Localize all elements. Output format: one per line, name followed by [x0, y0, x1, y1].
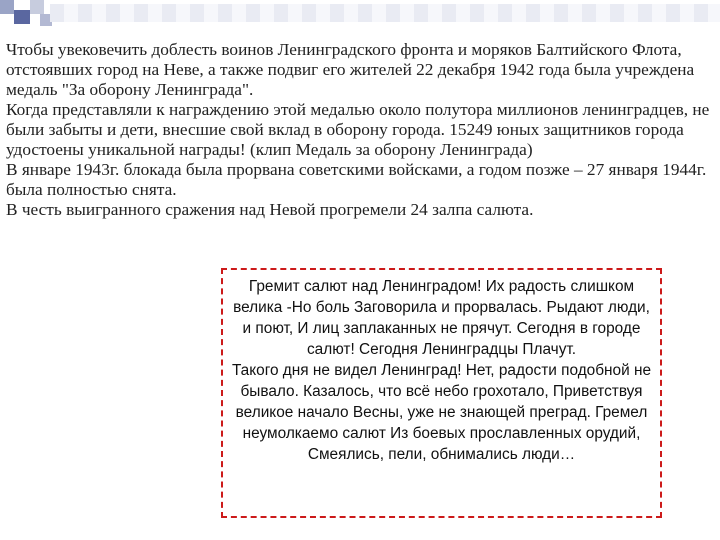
- decor-square: [0, 0, 14, 14]
- slide-header-decoration: [0, 0, 720, 30]
- decor-square: [30, 0, 44, 14]
- poem-stanza-1: Гремит салют над Ленинградом! Их радость слишком велика -Но боль Заговорила и прорвалась. Рыдают люди, и поют, И лиц заплаканных не прячут. Сегодня в городе салют! Сегодня Ленинградцы Плачут.: [233, 278, 650, 358]
- decor-bar: [50, 4, 720, 22]
- paragraph-blockade: В январе 1943г. блокада была прорвана советскими войсками, а годом позже – 27 января 1944г. была полностью снята.: [6, 160, 707, 199]
- paragraph-salute: В честь выигранного сражения над Невой прогремели 24 залпа салюта.: [6, 200, 534, 219]
- main-text: [6, 40, 714, 220]
- decor-square: [14, 10, 30, 24]
- paragraph-medal: Чтобы увековечить доблесть воинов Ленинградского фронта и моряков Балтийского Флота, отстоявших город на Неве, а также подвиг его жителей 22 декабря 1942 года была учреждена медаль "За оборону Ленинграда".: [6, 40, 695, 99]
- poem-stanza-2: Такого дня не видел Ленинград! Нет, радости подобной не бывало. Казалось, что всё небо грохотало, Приветствуя великое начало Весны, уже не знающей преград. Гремел неумолкаемо салют Из боевых прославленных орудий, Смеялись, пели, обнимались люди…: [231, 362, 652, 463]
- poem-box: [221, 268, 662, 518]
- paragraph-children: Когда представляли к награждению этой медалью около полутора миллионов ленинградцев, не были забыты и дети, внесшие свой вклад в оборону города. 15249 юных защитников города удостоены уникальной награды! (клип Медаль за оборону Ленинграда): [6, 100, 710, 159]
